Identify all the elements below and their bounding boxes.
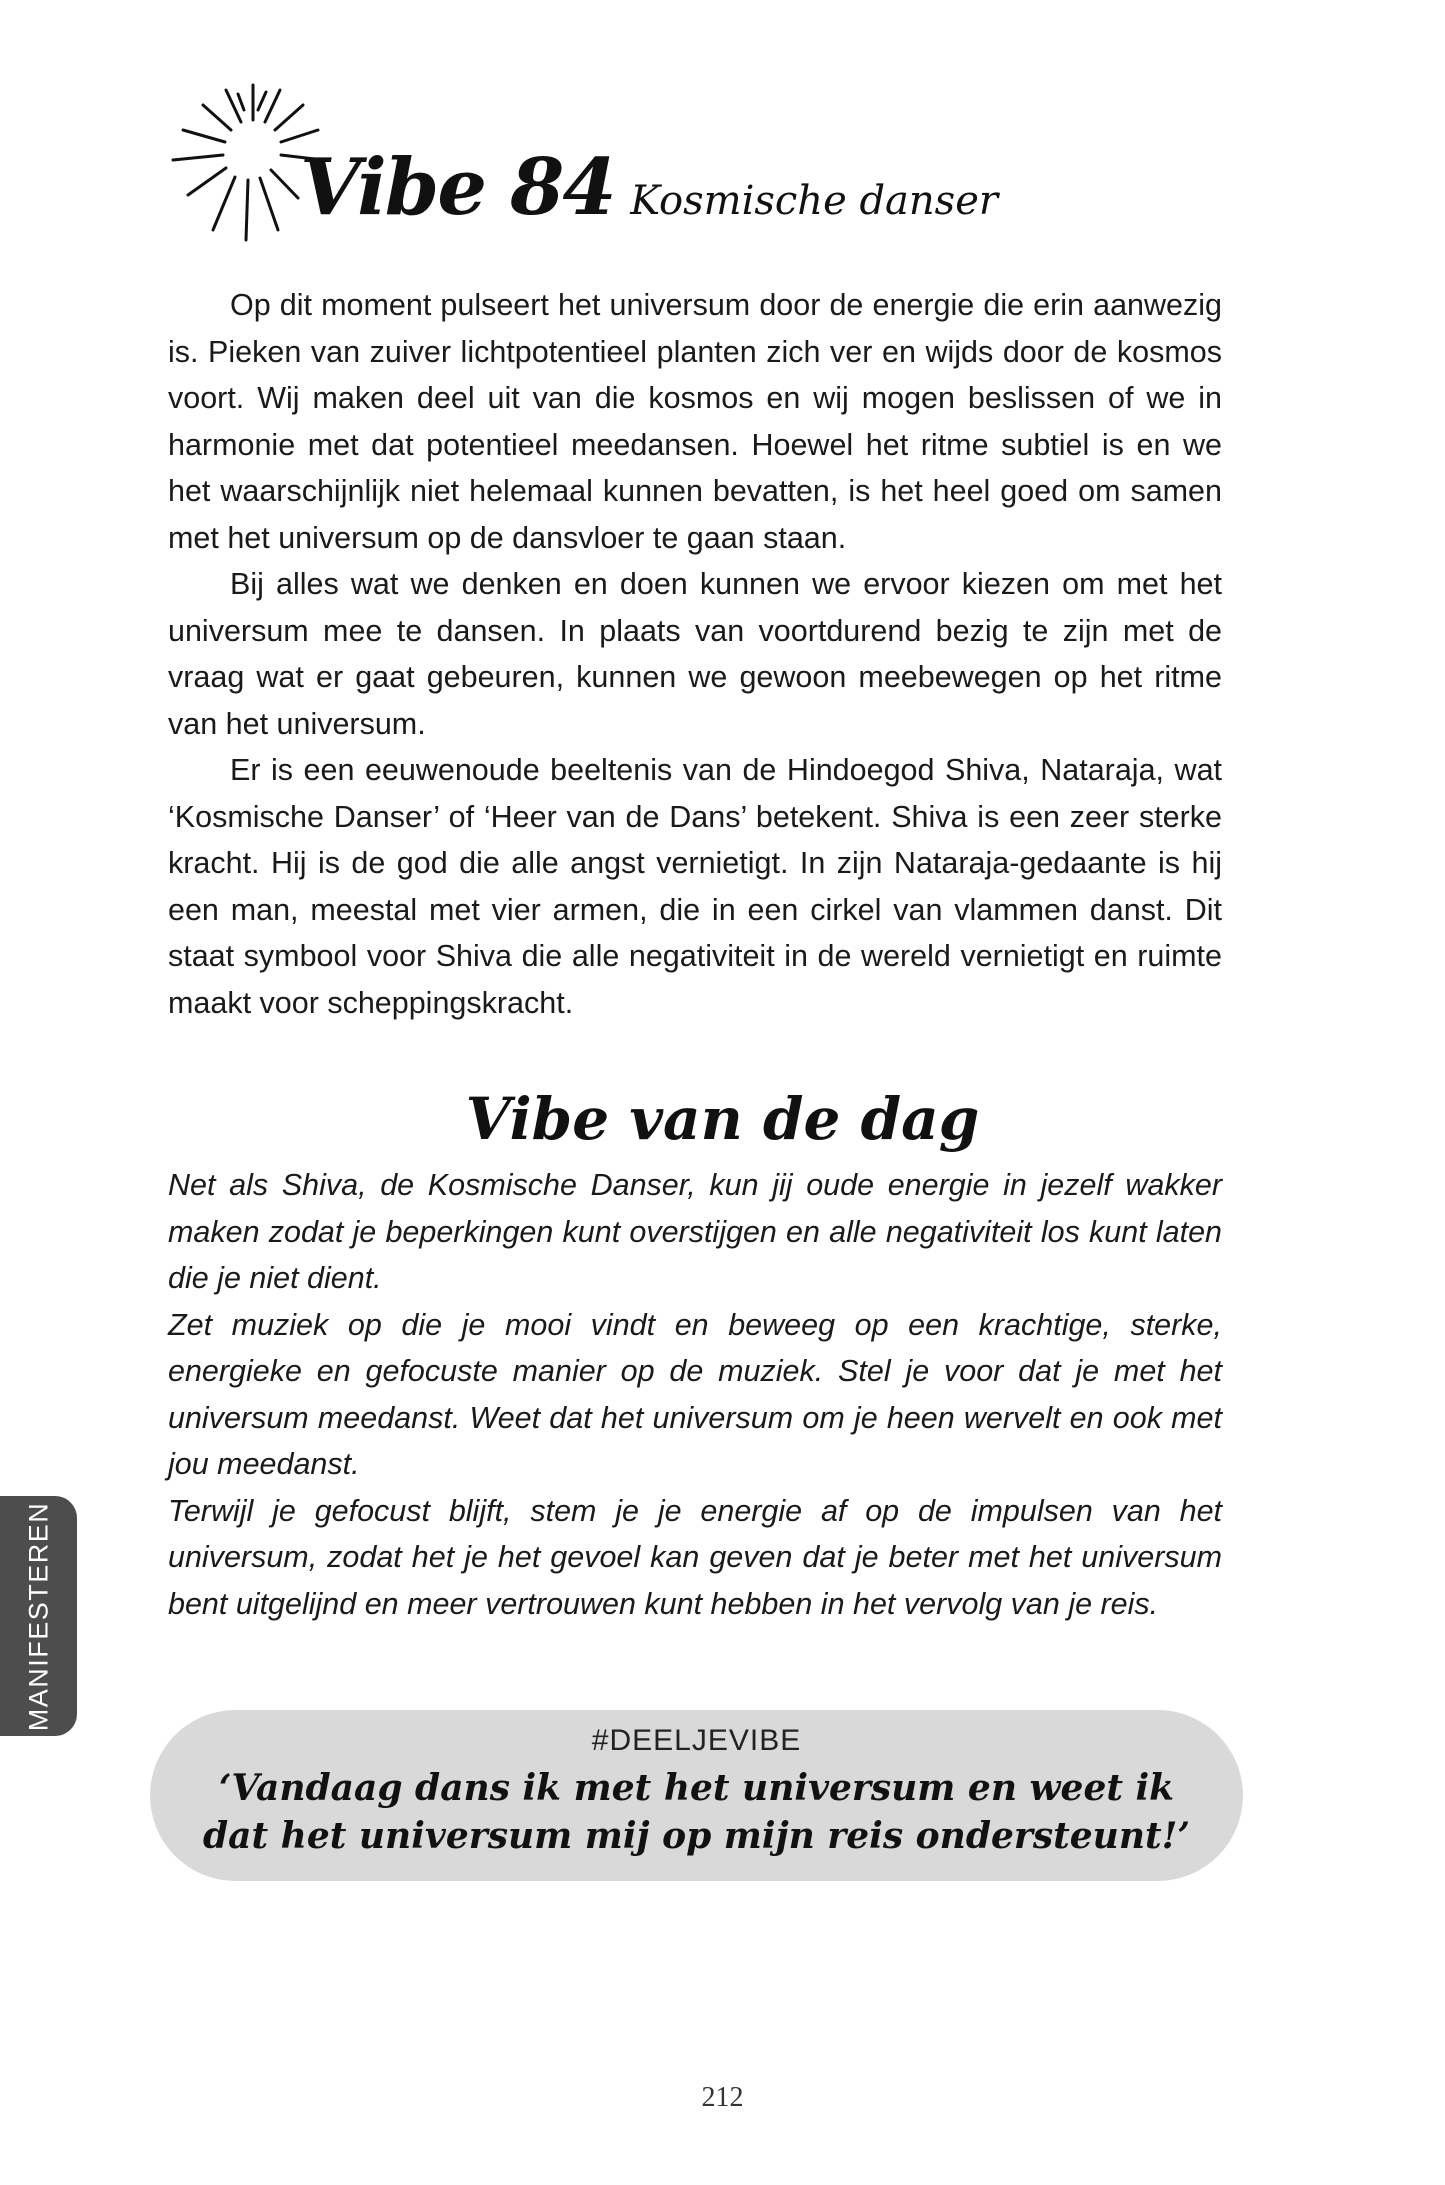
share-box <box>150 1710 1243 1881</box>
vibe-of-day-text <box>168 1162 1222 1627</box>
body-paragraph: Op dit moment pulseert het universum door de energie die erin aanwezig is. Pieken van zuiver lichtpotentieel planten zich ver en wijds door de kosmos voort. Wij maken deel uit van die kosmos en wij mogen beslissen of we in harmonie met dat potentieel meedansen. Hoewel het ritme subtiel is en we het waarschijnlijk niet helemaal kunnen bevatten, is het heel goed om samen met het universum op de dansvloer te gaan staan. <box>168 288 1222 555</box>
vibe-heading <box>300 142 998 233</box>
share-quote-line: ‘Vandaag dans ik met het universum en weet ik <box>218 1767 1175 1809</box>
vibe-title: Vibe 84 <box>300 142 615 233</box>
vibe-of-day-paragraph: Zet muziek op die je mooi vindt en beweeg op een krachtige, sterke, energieke en gefocuste manier op de muziek. Stel je voor dat je met het universum meedanst. Weet dat het universum om je heen wervelt en ook met jou meedanst. <box>168 1307 1222 1481</box>
body-paragraph: Bij alles wat we denken en doen kunnen we ervoor kiezen om met het universum mee te dansen. In plaats van voortdurend bezig te zijn met de vraag wat er gaat gebeuren, kunnen we gewoon meebewegen op het ritme van het universum. <box>168 567 1222 741</box>
share-hashtag: #DEELJEVIBE <box>591 1724 802 1757</box>
body-paragraph: Er is een eeuwenoude beeltenis van de Hindoegod Shiva, Nataraja, wat ‘Kosmische Danser’ of ‘Heer van de Dans’ betekent. Shiva is een zeer sterke kracht. Hij is de god die alle angst vernietigt. In zijn Nataraja-gedaante is hij een man, meestal met vier armen, die in een cirkel van vlammen danst. Dit staat symbool voor Shiva die alle negativiteit in de wereld vernietigt en ruimte maakt voor scheppingskracht. <box>168 753 1222 1020</box>
vibe-of-day-title: Vibe van de dag <box>465 1085 980 1153</box>
vibe-subtitle: Kosmische danser <box>630 178 998 224</box>
vibe-of-day-paragraph: Terwijl je gefocust blijft, stem je je energie af op de impulsen van het universum, zodat het je het gevoel kan geven dat je beter met het universum bent uitgelijnd en meer vertrouwen kunt hebben in het vervolg van je reis. <box>168 1493 1222 1621</box>
section-side-tab-label: MANIFESTEREN <box>23 1501 53 1731</box>
section-side-tab <box>0 1496 77 1736</box>
share-quote-line: dat het universum mij op mijn reis ondersteunt!’ <box>202 1815 1190 1857</box>
vibe-of-day-paragraph: Net als Shiva, de Kosmische Danser, kun jij oude energie in jezelf wakker maken zodat je beperkingen kunt overstijgen en alle negativiteit los kunt laten die je niet dient. <box>168 1168 1222 1295</box>
page-number: 212 <box>701 2082 744 2113</box>
share-quote <box>150 1764 1243 1860</box>
body-text <box>168 282 1222 1026</box>
